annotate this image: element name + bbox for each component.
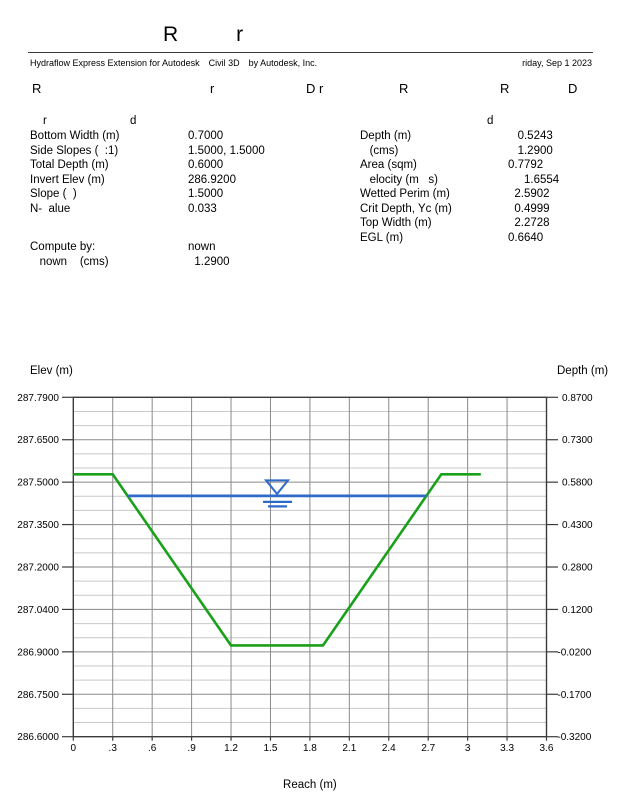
spec-value: 1.2900: [188, 255, 230, 268]
masthead-company: by Autodesk, Inc.: [248, 58, 318, 68]
subheader-left-b: d: [130, 115, 137, 127]
elev-axis-tick-label: 287.2000: [17, 562, 59, 574]
spec-value: 2.5902: [508, 188, 550, 200]
reach-axis-tick-label: 0: [70, 743, 77, 755]
section-header-col: R: [399, 81, 409, 96]
spec-value: 0.5243: [508, 130, 553, 142]
reach-axis-tick-label: 3.3: [500, 743, 515, 755]
reach-axis-tick-label: 3: [464, 743, 471, 755]
section-header-col: R: [32, 81, 42, 96]
spec-value: 1.6554: [508, 173, 560, 186]
subheader-left-a: r: [43, 115, 47, 127]
spec-label: Depth (m): [360, 130, 412, 142]
depth-axis-tick-label: -0.0200: [557, 647, 592, 659]
elev-axis-tick-label: 286.9000: [17, 647, 59, 659]
reach-axis-tick-label: .3: [108, 743, 117, 755]
reach-axis-tick-label: .6: [147, 743, 157, 755]
section-header-col: D r: [306, 81, 324, 96]
spec-value: 1.2900: [508, 144, 553, 157]
spec-value: 2.2728: [508, 217, 550, 229]
elev-axis-title: Elev (m): [30, 365, 73, 377]
elev-axis-tick-label: 286.7500: [17, 689, 59, 701]
depth-axis-tick-label: 0.1200: [562, 604, 593, 616]
elev-axis-tick-label: 287.3500: [17, 520, 59, 532]
spec-label: Side Slopes ( :1): [30, 144, 119, 157]
spec-label: EGL (m): [360, 231, 404, 244]
depth-axis-tick-label: -0.1700: [557, 689, 592, 701]
spec-value: 0.033: [188, 202, 217, 215]
spec-label: Slope ( ): [30, 188, 77, 200]
spec-value: 0.4999: [508, 202, 550, 215]
elev-axis-tick-label: 287.5000: [17, 477, 59, 489]
spec-label: Invert Elev (m): [30, 173, 105, 186]
spec-label: elocity (m s): [360, 173, 438, 186]
spec-value: 286.9200: [188, 173, 236, 186]
elev-axis-tick-label: 287.6500: [17, 435, 59, 447]
masthead-platform: Civil 3D: [208, 58, 240, 68]
spec-label: Top Width (m): [360, 217, 432, 229]
depth-axis-tick-label: 0.8700: [562, 392, 593, 404]
reach-axis-tick-label: 1.2: [224, 743, 238, 755]
spec-label: Compute by:: [30, 241, 96, 253]
spec-label: Total Depth (m): [30, 159, 109, 171]
depth-axis-title: Depth (m): [557, 365, 609, 377]
depth-axis-tick-label: 0.4300: [562, 520, 593, 532]
spec-label: Crit Depth, Yc (m): [360, 202, 452, 215]
report-date: riday, Sep 1 2023: [522, 58, 592, 68]
spec-value: 0.6000: [188, 159, 224, 171]
reach-axis-title: Reach (m): [283, 779, 337, 791]
depth-axis-tick-label: -0.3200: [557, 732, 592, 744]
spec-value: 0.7792: [508, 159, 544, 171]
spec-label: Bottom Width (m): [30, 130, 120, 142]
reach-axis-tick-label: 3.6: [539, 743, 554, 755]
report-title-part2: r: [236, 23, 244, 46]
spec-label: N- alue: [30, 202, 71, 215]
depth-axis-tick-label: 0.7300: [562, 435, 593, 447]
reach-axis-tick-label: 2.1: [342, 743, 357, 755]
report-title-part1: R: [163, 23, 179, 46]
depth-axis-tick-label: 0.2800: [562, 562, 593, 574]
reach-axis-tick-label: .9: [187, 743, 196, 755]
reach-axis-tick-label: 1.5: [263, 743, 278, 755]
section-header-col: R: [500, 81, 510, 96]
elev-axis-tick-label: 286.6000: [17, 732, 59, 744]
depth-axis-tick-label: 0.5800: [562, 477, 593, 489]
section-header-col: r: [210, 81, 215, 96]
spec-value: 1.5000, 1.5000: [188, 144, 265, 157]
section-header-col: D: [568, 81, 578, 96]
spec-label: (cms): [360, 144, 399, 157]
spec-value: 0.7000: [188, 130, 224, 142]
spec-label: Area (sqm): [360, 159, 417, 171]
elev-axis-tick-label: 287.0400: [17, 604, 59, 616]
spec-label: nown (cms): [30, 255, 109, 268]
reach-axis-tick-label: 2.4: [381, 743, 396, 755]
spec-value: 0.6640: [508, 231, 544, 244]
elev-axis-tick-label: 287.7900: [17, 392, 59, 404]
spec-value: nown: [188, 241, 216, 253]
masthead-product: Hydraflow Express Extension for Autodesk: [30, 58, 200, 68]
spec-value: 1.5000: [188, 188, 224, 200]
reach-axis-tick-label: 1.8: [302, 743, 317, 755]
reach-axis-tick-label: 2.7: [421, 743, 436, 755]
channel-section-line: [73, 474, 481, 645]
spec-label: Wetted Perim (m): [360, 188, 450, 200]
subheader-right: d: [487, 115, 494, 127]
